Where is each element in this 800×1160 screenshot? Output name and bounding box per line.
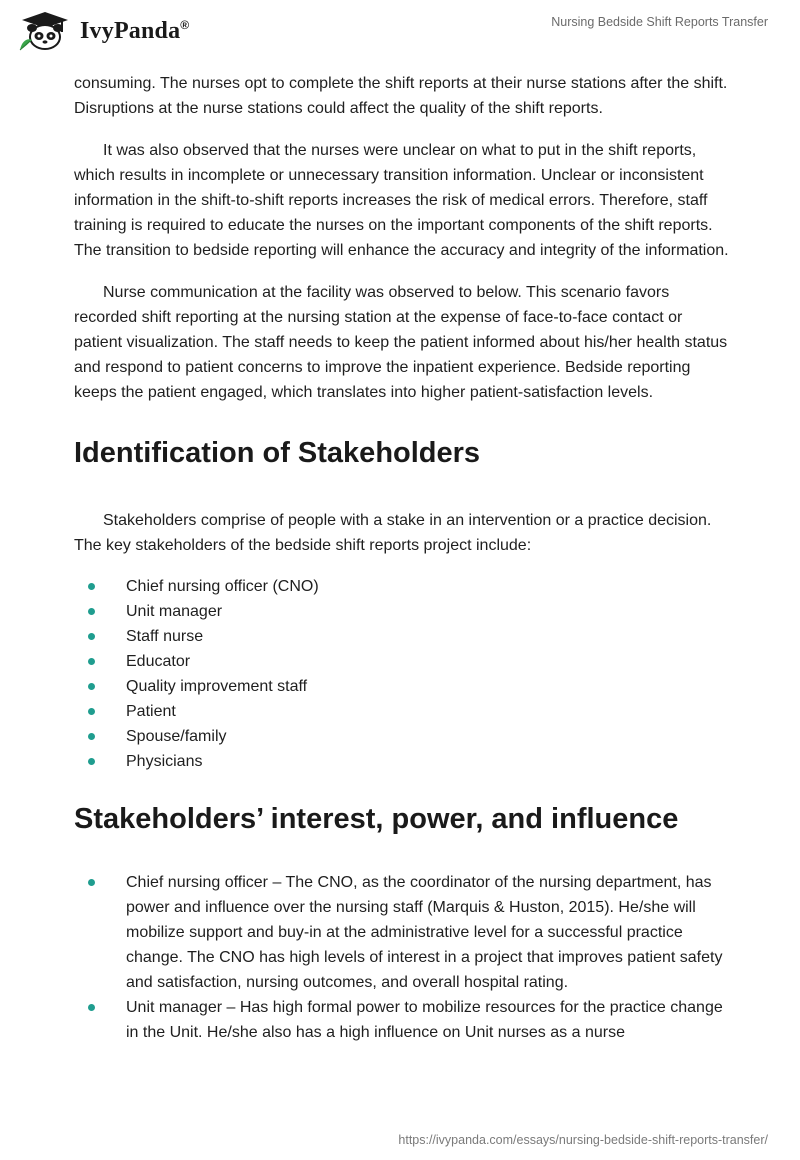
document-title: Nursing Bedside Shift Reports Transfer [551,15,768,29]
list-item-text: Spouse/family [126,728,227,745]
source-url-link[interactable]: https://ivypanda.com/essays/nursing-bedside-shift-reports-transfer/ [398,1133,768,1147]
list-item-text: Quality improvement staff [126,678,308,695]
ivypanda-logo[interactable] [16,10,189,52]
interest-list [74,870,734,1045]
list-item [74,674,734,699]
paragraph-observations: It was also observed that the nurses were unclear on what to put in the shift reports, which results in incomplete or unnecessary transition information. Unclear or inconsistent information in the shift-to-shift reports increases the risk of medical errors. Therefore, staff training is required to educate the nurses on the important components of the shift reports. The transition to bedside reporting will enhance the accuracy and integrity of the information. [74,142,729,259]
registered-mark: ® [180,17,190,32]
list-item [74,574,734,599]
list-item-text: Chief nursing officer – The CNO, as the coordinator of the nursing department, has power and influence over the nursing staff (Marquis & Huston, 2015). He/she will mobilize support and buy-in at the administrative level for a successful practice change. The CNO has high levels of interest in a project that improves patient safety and satisfaction, nursing outcomes, and overall hospital rating. [126,874,723,991]
list-item-text: Physicians [126,753,203,770]
bullet-dot-icon [88,633,95,640]
bullet-dot-icon [88,733,95,740]
list-item [74,995,734,1045]
bullet-dot-icon [88,683,95,690]
logo-name: IvyPanda [80,17,181,44]
list-item-text: Unit manager – Has high formal power to mobilize resources for the practice change in the Unit. He/she also has a high influence on Unit nurses as a nurse [126,999,723,1041]
list-item [74,649,734,674]
paragraph-continued: consuming. The nurses opt to complete the shift reports at their nurse stations after the shift. Disruptions at the nurse stations could affect the quality of the shift reports. [74,75,728,117]
list-item [74,599,734,624]
bullet-dot-icon [88,879,95,886]
logo-wordmark [80,18,189,45]
list-item-text: Chief nursing officer (CNO) [126,578,319,595]
bullet-dot-icon [88,708,95,715]
bullet-dot-icon [88,608,95,615]
list-item [74,749,734,774]
list-item-text: Patient [126,703,176,720]
essay-content [74,71,734,1045]
bullet-dot-icon [88,583,95,590]
stakeholders-list [74,574,734,774]
bullet-dot-icon [88,1004,95,1011]
list-item-text: Staff nurse [126,628,204,645]
bullet-dot-icon [88,658,95,665]
list-item [74,624,734,649]
list-item [74,870,734,995]
bullet-dot-icon [88,758,95,765]
heading-identification-of-stakeholders: Identification of Stakeholders [74,437,481,469]
heading-stakeholders-interest: Stakeholders’ interest, power, and influence [74,803,679,835]
paragraph-communication: Nurse communication at the facility was observed to below. This scenario favors recorded shift reporting at the nursing station at the expense of face-to-face contact or patient visualization. The staff needs to keep the patient informed about his/her health status and respond to patient concerns to improve the inpatient experience. Bedside reporting keeps the patient engaged, which translates into higher patient-satisfaction levels. [74,284,728,401]
paragraph-stakeholders-intro: Stakeholders comprise of people with a stake in an intervention or a practice decision. The key stakeholders of the bedside shift reports project include: [74,512,712,554]
list-item [74,699,734,724]
page-header [0,0,800,70]
panda-logo-icon [16,10,74,52]
list-item-text: Educator [126,653,191,670]
list-item [74,724,734,749]
list-item-text: Unit manager [126,603,223,620]
